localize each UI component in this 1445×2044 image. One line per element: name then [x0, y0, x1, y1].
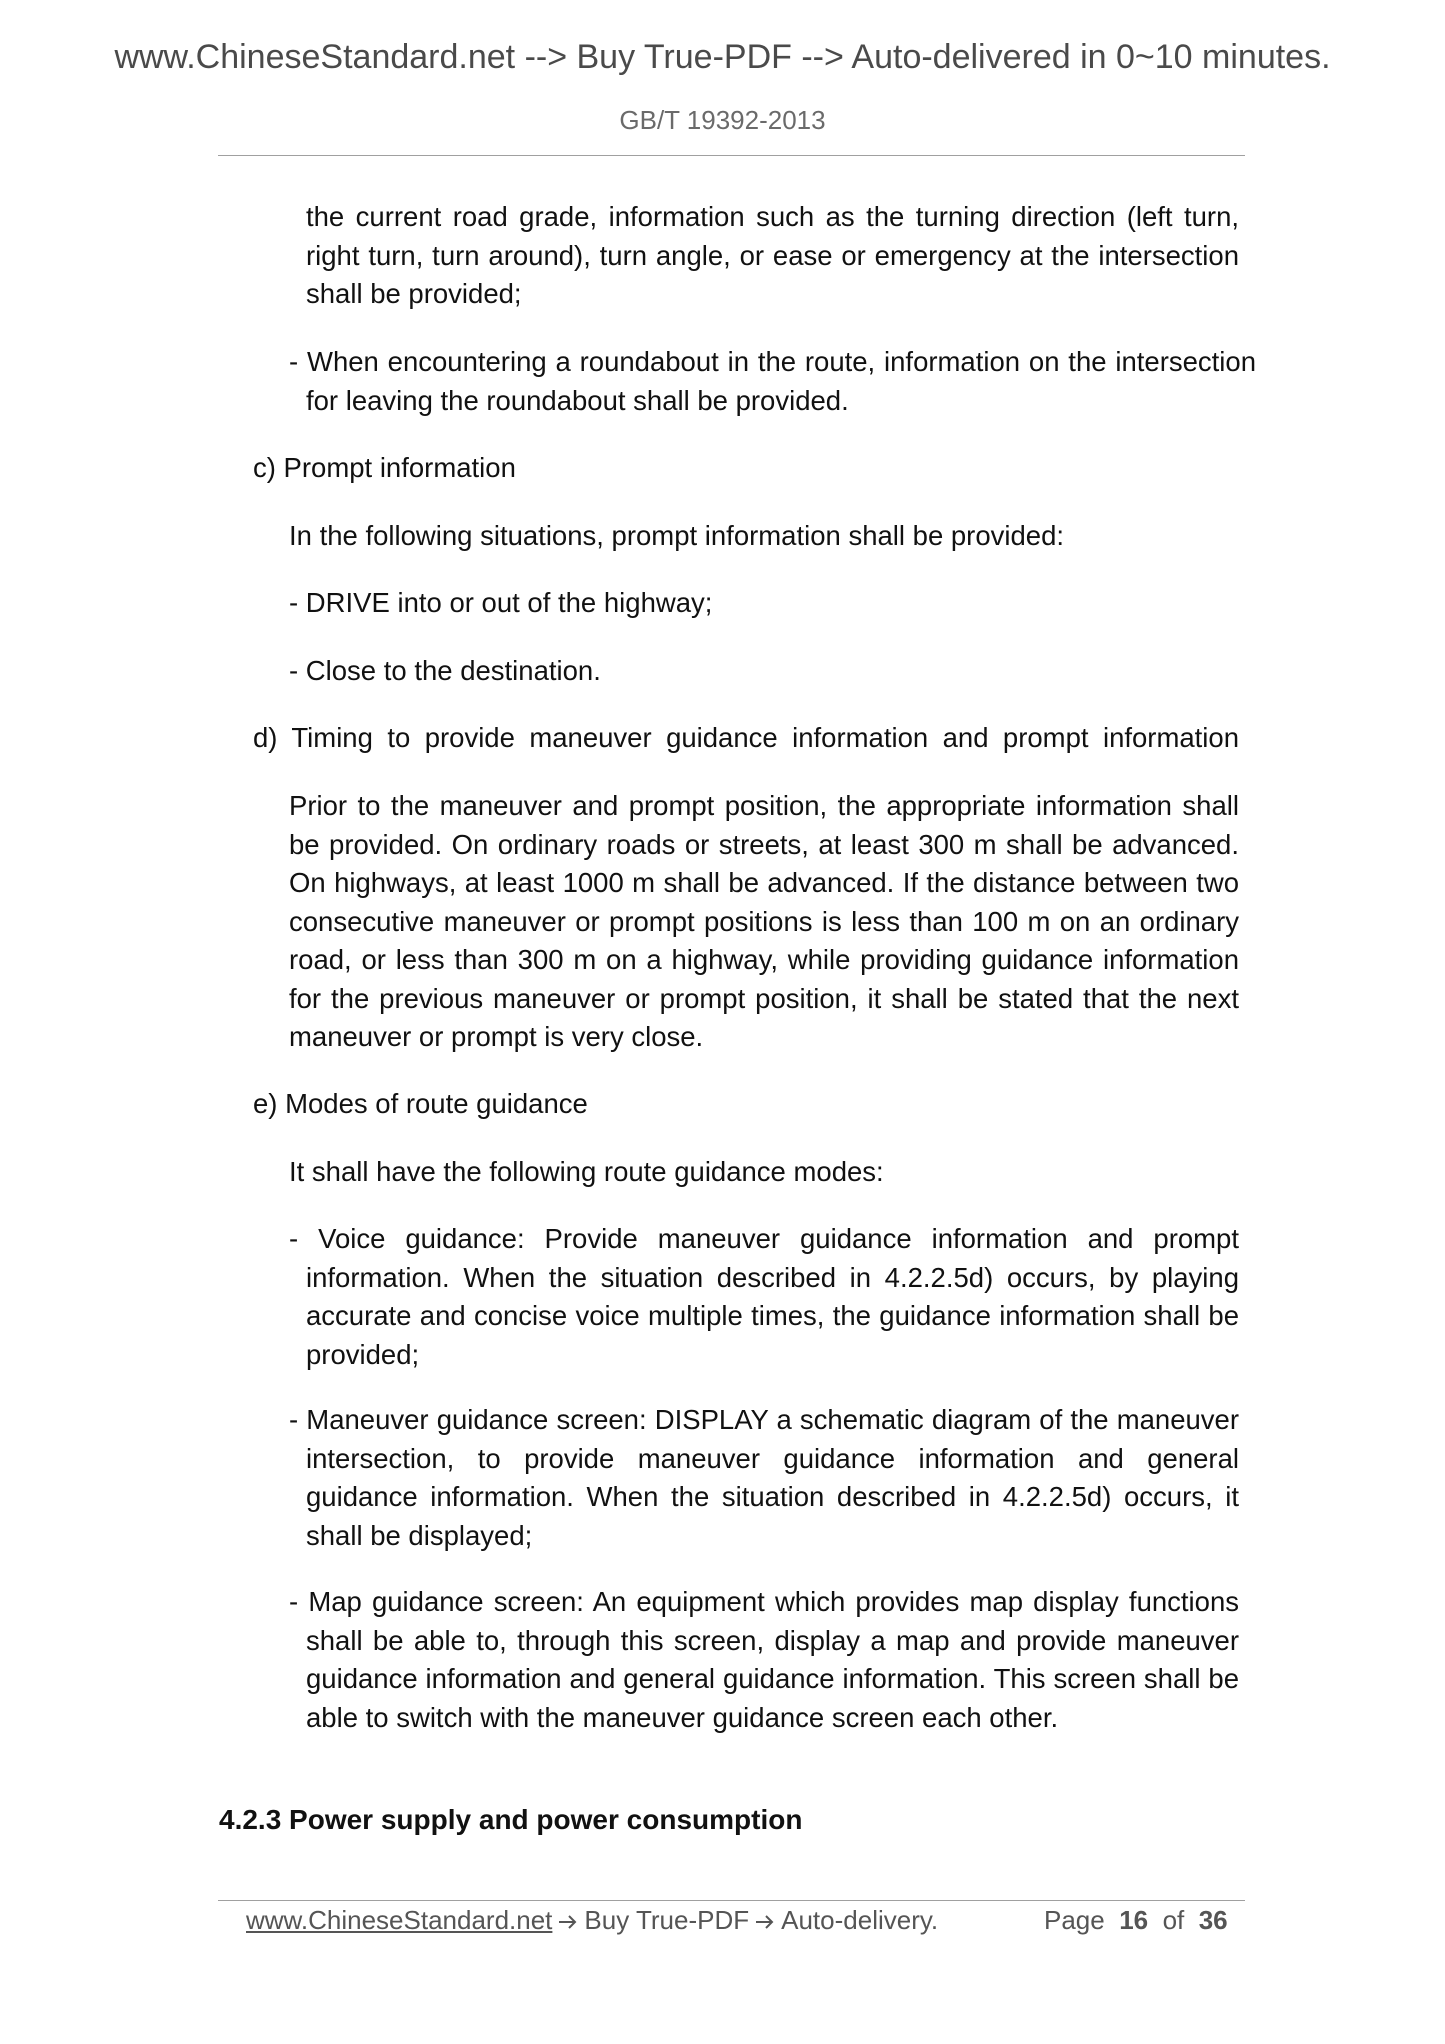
site-banner: www.ChineseStandard.net --> Buy True-PDF --> Auto-delivered in 0~10 minutes.	[114, 38, 1331, 76]
section-c-intro: In the following situations, prompt information shall be provided:	[289, 520, 1065, 551]
page-footer	[0, 1905, 1445, 1945]
arrow-right-icon	[558, 1914, 578, 1930]
document-code: GB/T 19392-2013	[619, 105, 826, 135]
page-total: 36	[1198, 1905, 1228, 1935]
page-indicator	[1044, 1905, 1228, 1936]
footer-delivery-text: Auto-delivery.	[781, 1905, 939, 1935]
footer-divider	[218, 1900, 1245, 1901]
page-label: Page	[1044, 1905, 1105, 1935]
of-label: of	[1162, 1905, 1185, 1935]
list-item-roundabout: - When encountering a roundabout in the route, information on the intersection for leaving the roundabout shall be provided.	[289, 346, 1256, 416]
list-item-highway: - DRIVE into or out of the highway;	[289, 587, 713, 618]
footer-buy-text: Buy True-PDF	[584, 1905, 750, 1935]
arrow-right-icon	[755, 1914, 775, 1930]
page-number: 16	[1119, 1905, 1149, 1935]
section-d-text: Prior to the maneuver and prompt position, the appropriate information shall be provided. On ordinary roads or streets, at least 300 m shall be advanced. On highways, at least 1000 m shall be advanced. If the distance between two consecutive maneuver or prompt positions is less than 100 m on an ordinary road, or less than 300 m on a highway, while providing guidance information for the previous maneuver or prompt position, it shall be stated that the next maneuver or prompt is very close.	[289, 790, 1239, 1052]
list-item-maneuver-screen: - Maneuver guidance screen: DISPLAY a schematic diagram of the maneuver intersection, to provide maneuver guidance information and general guidance information. When the situation described in 4.2.2.5d) occurs, it shall be displayed;	[289, 1404, 1239, 1551]
section-e-title: e) Modes of route guidance	[253, 1088, 588, 1119]
section-heading-4-2-3: 4.2.3 Power supply and power consumption	[219, 1804, 803, 1835]
list-item-voice-guidance: - Voice guidance: Provide maneuver guidance information and prompt information. When the situation described in 4.2.2.5d) occurs, by playing accurate and concise voice multiple times, the guidance information shall be provided;	[289, 1223, 1239, 1370]
list-item-map-screen: - Map guidance screen: An equipment which provides map display functions shall be able to, through this screen, display a map and provide maneuver guidance information and general guidance information. This screen shall be able to switch with the maneuver guidance screen each other.	[289, 1586, 1239, 1733]
paragraph-turning-info: the current road grade, information such as the turning direction (left turn, right turn, turn around), turn angle, or ease or emergency at the intersection shall be provided;	[306, 201, 1239, 309]
header-divider	[218, 155, 1245, 156]
section-e-intro: It shall have the following route guidance modes:	[289, 1156, 884, 1187]
list-item-destination: - Close to the destination.	[289, 655, 601, 686]
section-d-title: d) Timing to provide maneuver guidance information and prompt information	[253, 722, 1239, 753]
section-c-title: c) Prompt information	[253, 452, 516, 483]
footer-site-link[interactable]: www.ChineseStandard.net	[246, 1905, 553, 1935]
